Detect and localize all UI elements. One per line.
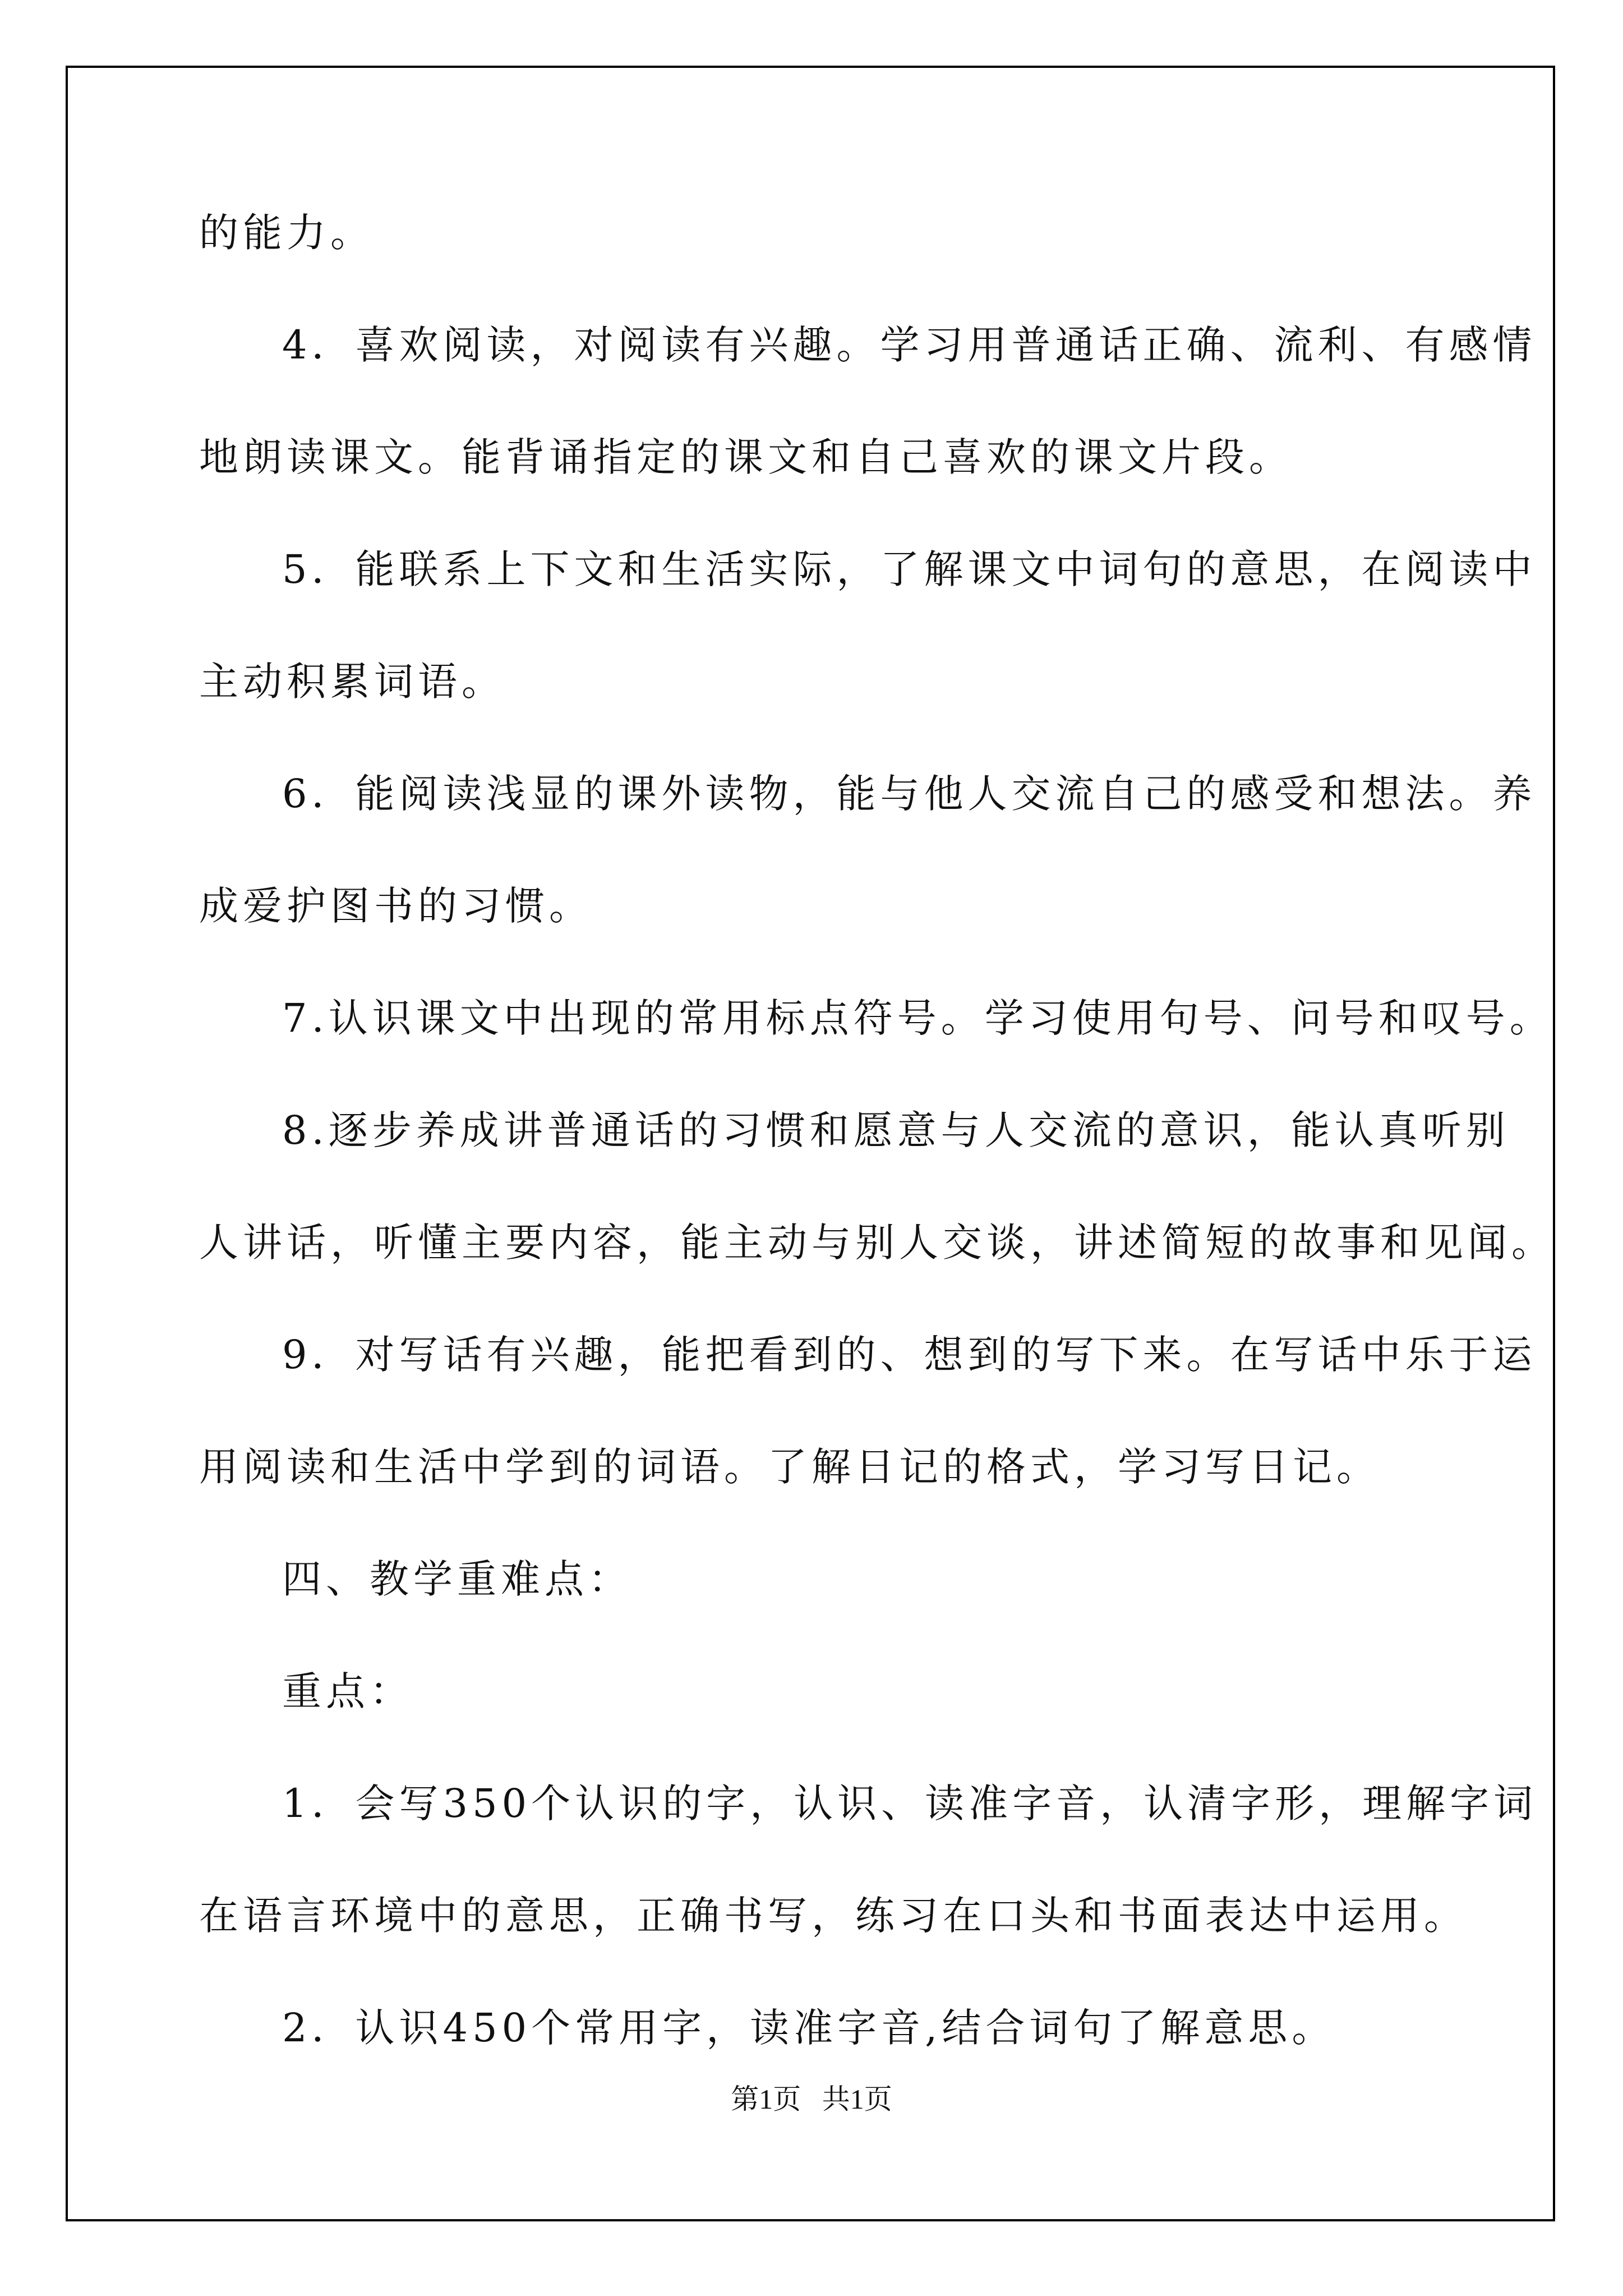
text-line-6: 6．能阅读浅显的课外读物，能与他人交流自己的感受和想法。养	[282, 771, 1537, 817]
page-number-footer: 第1页 共1页	[731, 2083, 892, 2115]
text-line-12: 用阅读和生活中学到的词语。了解日记的格式，学习写日记。	[199, 1444, 1380, 1490]
text-line-17: 2．认识450个常用字，读准字音,结合词句了解意思。	[282, 2005, 1336, 2051]
text-line-16: 在语言环境中的意思，正确书写，练习在口头和书面表达中运用。	[199, 1893, 1468, 1939]
subheading-key-points: 重点：	[282, 1668, 413, 1714]
text-line-15: 1．会写350个认识的字，认识、读准字音，认清字形，理解字词	[282, 1780, 1538, 1826]
text-line-8: 7.认识课文中出现的常用标点符号。学习使用句号、问号和叹号。	[282, 995, 1553, 1041]
text-line-11: 9．对写话有兴趣，能把看到的、想到的写下来。在写话中乐于运	[282, 1332, 1537, 1378]
text-line-5: 主动积累词语。	[199, 659, 505, 705]
text-line-4: 5．能联系上下文和生活实际，了解课文中词句的意思，在阅读中	[282, 546, 1537, 592]
section-heading: 四、教学重难点：	[282, 1556, 632, 1602]
text-line-2: 4．喜欢阅读，对阅读有兴趣。学习用普通话正确、流利、有感情	[282, 322, 1537, 368]
text-line-9: 8.逐步养成讲普通话的习惯和愿意与人交流的意识，能认真听别	[282, 1107, 1510, 1153]
text-line-10: 人讲话，听懂主要内容，能主动与别人交谈，讲述简短的故事和见闻。	[199, 1220, 1555, 1266]
text-line-3: 地朗读课文。能背诵指定的课文和自己喜欢的课文片段。	[199, 434, 1293, 480]
text-line-1: 的能力。	[199, 210, 374, 256]
text-line-7: 成爱护图书的习惯。	[199, 883, 593, 929]
